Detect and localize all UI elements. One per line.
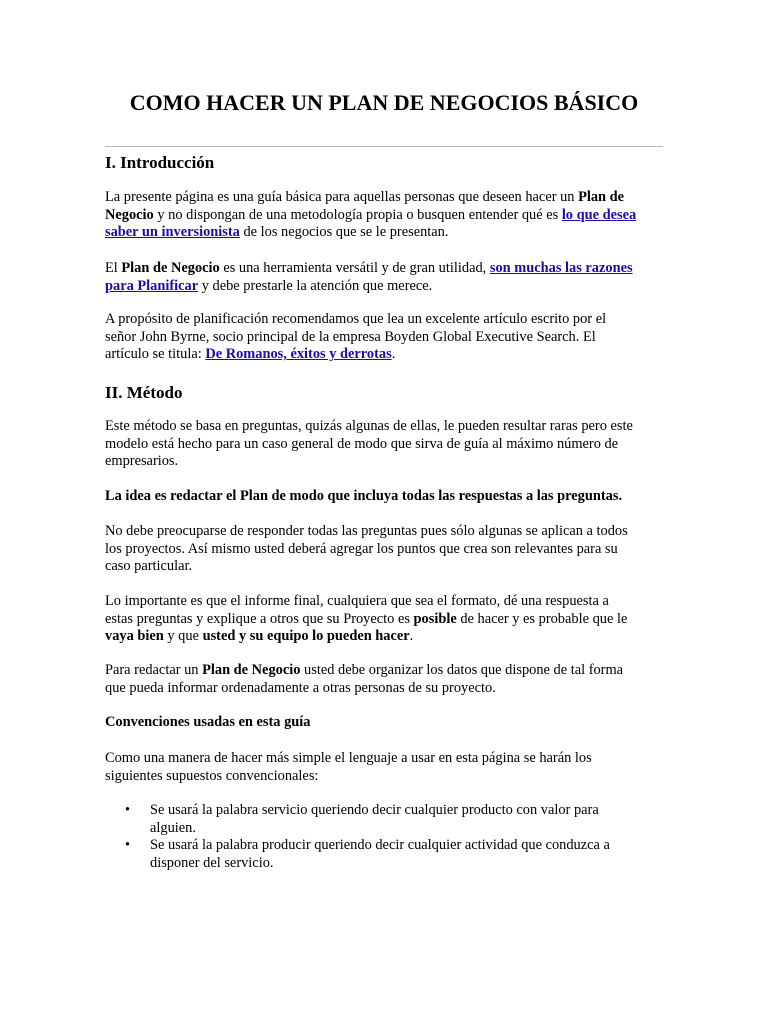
link-de-romanos-exitos-y-derrotas[interactable]: De Romanos, éxitos y derrotas (205, 346, 392, 362)
conventions-heading: Convenciones usadas en esta guía (105, 714, 311, 730)
bold-vaya-bien: vaya bien (105, 628, 164, 644)
list-item: • Se usará la palabra servicio queriendo decir cualquier producto con valor para alguien. (125, 802, 599, 836)
bullet-icon: • (125, 837, 131, 853)
bullet-icon: • (125, 802, 131, 818)
method-bold-statement: La idea es redactar el Plan de modo que incluya todas las respuestas a las preguntas. (105, 488, 623, 504)
method-paragraph-2: No debe preocuparse de responder todas las preguntas pues sólo algunas se aplican a todos los proyectos. Así mismo usted deberá agregar los puntos que crea son relevantes para su caso particular. (105, 523, 628, 574)
bold-plan-de: Plan de (578, 189, 625, 205)
link-lo-que-desea[interactable]: lo que desea (561, 206, 637, 223)
bold-plan-de-negocio-2: Plan de Negocio (202, 662, 301, 678)
intro-paragraph-3: A propósito de planificación recomendamos que lea un excelente artículo escrito por el señor John Byrne, socio principal de la empresa Boyden Global Executive Search. El artículo se titula: De Romanos, éxitos y derrotas. (105, 311, 607, 362)
link-para-planificar[interactable]: para Planificar (105, 277, 199, 294)
conventions-paragraph: Como una manera de hacer más simple el lenguaje a usar en esta página se harán los siguientes supuestos convencionales: (105, 750, 592, 784)
bold-plan-de-negocio: Plan de Negocio (121, 260, 220, 276)
horizontal-divider (105, 146, 663, 147)
list-item: • Se usará la palabra producir queriendo decir cualquier actividad que conduzca a disponer del servicio. (125, 837, 610, 871)
bold-posible: posible (413, 610, 457, 627)
method-paragraph-4: Para redactar un Plan de Negocio usted debe organizar los datos que dispone de tal forma que pueda informar ordenadamente a otras personas de su proyecto. (105, 662, 624, 696)
intro-paragraph-1: La presente página es una guía básica para aquellas personas que deseen hacer un Plan de Negocio y no dispongan de una metodología propia o busquen entender qué es lo que desea saber un inversionista de los negocios que se le presentan. (105, 189, 637, 240)
method-paragraph-1: Este método se basa en preguntas, quizás algunas de ellas, le pueden resultar raras pero este modelo está hecho para un caso general de modo que sirva de guía al máximo número de empresarios. (105, 418, 633, 469)
conventions-list (105, 802, 663, 872)
page-title: COMO HACER UN PLAN DE NEGOCIOS BÁSICO (129, 90, 639, 115)
link-son-muchas-las-razones[interactable]: son muchas las razones (489, 260, 633, 276)
link-saber-un-inversionista[interactable]: saber un inversionista (105, 224, 240, 240)
section-heading-introduccion: I. Introducción (105, 153, 215, 172)
bold-usted-y-su-equipo: usted y su equipo lo pueden hacer (202, 628, 410, 644)
method-paragraph-3: Lo importante es que el informe final, cualquiera que sea el formato, dé una respuesta a estas preguntas y explique a otros que su Proyecto es posible de hacer y es probable que le vaya bien y que usted y su equipo lo pueden hacer. (105, 593, 628, 644)
intro-paragraph-2: El Plan de Negocio es una herramienta versátil y de gran utilidad, son muchas las razones para Planificar y debe prestarle la atención que merece. (105, 260, 633, 294)
bold-negocio: Negocio (105, 206, 154, 223)
section-heading-metodo: II. Método (105, 383, 183, 402)
